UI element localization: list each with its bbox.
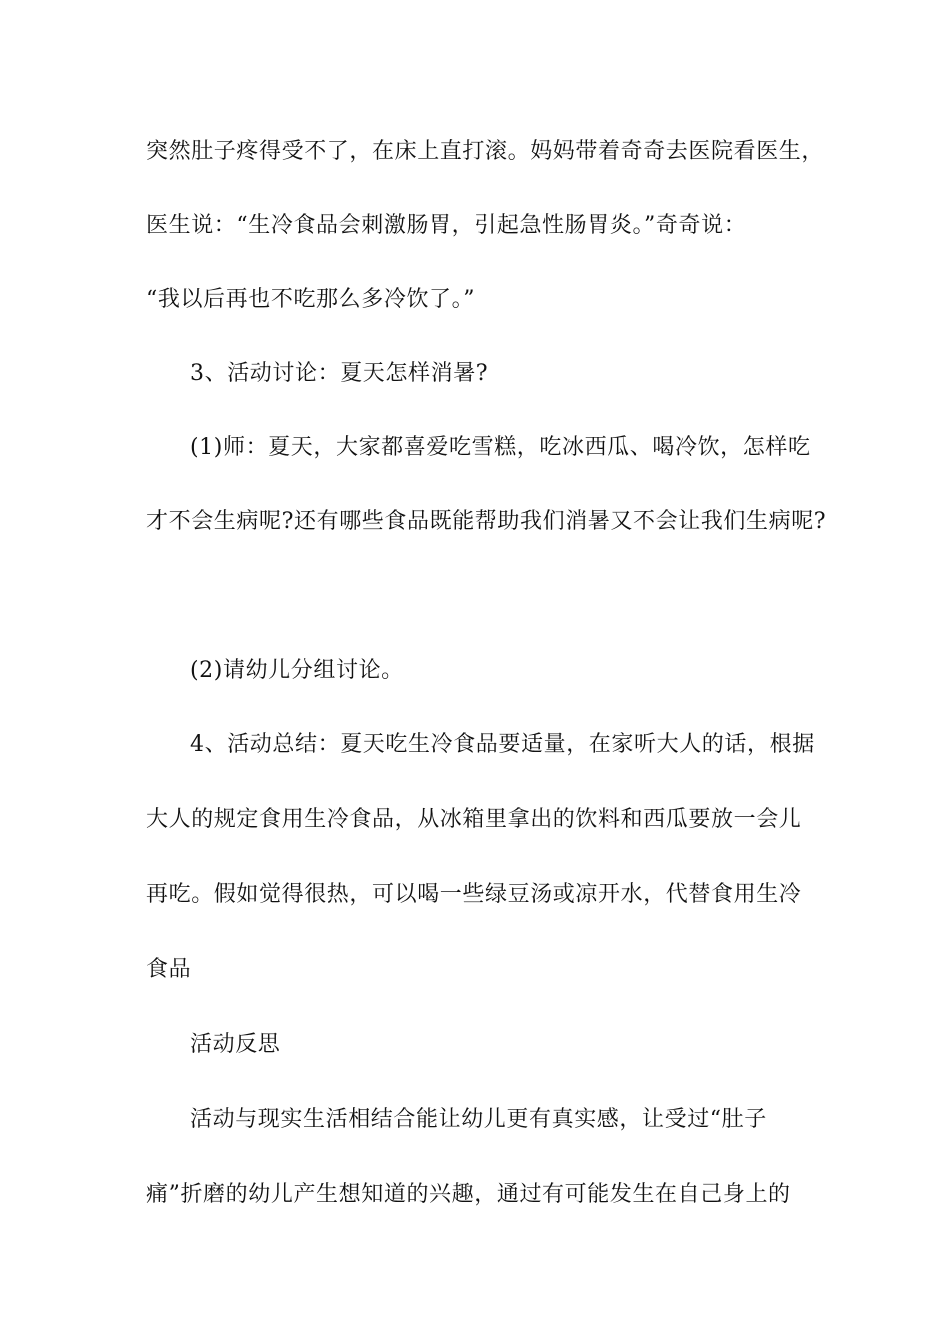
text-line: (2)请幼儿分组讨论。 bbox=[190, 658, 404, 683]
text-line: (1)师：夏天，大家都喜爱吃雪糕，吃冰西瓜、喝冷饮，怎样吃 bbox=[190, 435, 811, 460]
text-line: 痛”折磨的幼儿产生想知道的兴趣，通过有可能发生在自己身上的 bbox=[146, 1182, 791, 1207]
section-heading: 活动反思 bbox=[190, 1032, 281, 1057]
text-line: 医生说：“生冷食品会刺激肠胃，引起急性肠胃炎。”奇奇说： bbox=[146, 213, 747, 238]
section-heading: 3、活动讨论：夏天怎样消暑? bbox=[190, 361, 489, 386]
text-line: 大人的规定食用生冷食品，从冰箱里拿出的饮料和西瓜要放一会儿 bbox=[146, 807, 802, 832]
text-line: 突然肚子疼得受不了，在床上直打滚。妈妈带着奇奇去医院看医生， bbox=[146, 139, 825, 164]
text-line: 才不会生病呢?还有哪些食品既能帮助我们消暑又不会让我们生病呢? bbox=[146, 509, 827, 534]
text-line: 活动与现实生活相结合能让幼儿更有真实感，让受过“肚子 bbox=[190, 1107, 767, 1132]
section-heading: 4、活动总结：夏天吃生冷食品要适量，在家听大人的话，根据 bbox=[190, 732, 815, 757]
text-line: 食品 bbox=[146, 957, 192, 982]
text-line: “我以后再也不吃那么多冷饮了。” bbox=[146, 287, 476, 312]
text-line: 再吃。假如觉得很热，可以喝一些绿豆汤或凉开水，代替食用生冷 bbox=[146, 882, 802, 907]
